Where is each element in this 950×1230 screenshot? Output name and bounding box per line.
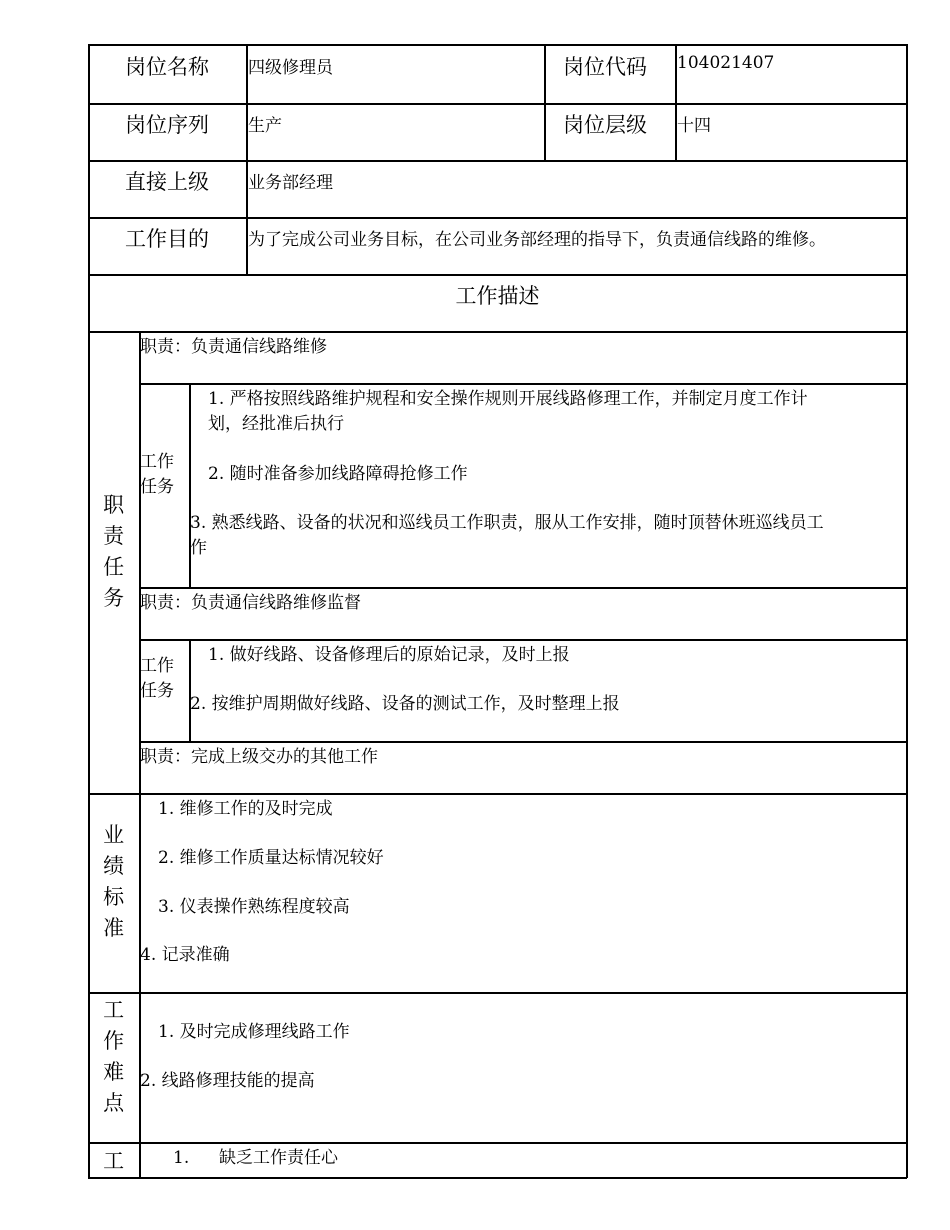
task-label-line: 工作	[140, 656, 174, 676]
row-divider	[88, 217, 907, 219]
duties-section-char: 职	[103, 493, 125, 517]
post-name-label: 岗位名称	[125, 55, 209, 79]
task-label-line: 任务	[140, 681, 174, 701]
duty-title: 职责：完成上级交办的其他工作	[140, 747, 378, 767]
difficulty-label-char: 工	[103, 998, 125, 1022]
task-item: 2. 按维护周期做好线路、设备的测试工作，及时整理上报	[190, 694, 620, 714]
table-border	[88, 44, 907, 46]
task-label-line: 工作	[140, 452, 174, 472]
row-divider	[88, 793, 907, 795]
row-divider	[88, 274, 907, 276]
task-item-line: 划，经批准后执行	[208, 414, 344, 434]
duties-section-label	[101, 490, 126, 614]
difficulty-label-char: 点	[103, 1091, 125, 1115]
purpose-value: 为了完成公司业务目标，在公司业务部经理的指导下，负责通信线路的维修。	[248, 230, 826, 250]
post-code-label: 岗位代码	[563, 55, 647, 79]
post-level-value: 十四	[677, 116, 711, 136]
row-divider	[88, 103, 907, 105]
difficulty-item: 2. 线路修理技能的提高	[140, 1071, 315, 1091]
task-label	[140, 654, 174, 704]
row-divider	[139, 383, 907, 385]
duty-title: 职责：负责通信线路维修监督	[140, 593, 361, 613]
last-row-item-text: 缺乏工作责任心	[219, 1148, 338, 1168]
table-border	[906, 44, 908, 1178]
work-desc-title: 工作描述	[455, 284, 540, 308]
difficulty-label-char: 作	[103, 1029, 125, 1053]
post-seq-value: 生产	[248, 116, 282, 136]
duties-section-char: 任	[103, 555, 125, 579]
last-row-item-number: 1.	[173, 1148, 190, 1168]
performance-label-char: 绩	[103, 854, 125, 878]
performance-label-char: 标	[103, 885, 125, 909]
task-item-line: 3. 熟悉线路、设备的状况和巡线员工作职责，服从工作安排，随时顶替休班巡线员工	[190, 513, 824, 533]
difficulty-item: 1. 及时完成修理线路工作	[158, 1022, 350, 1042]
post-name-value: 四级修理员	[248, 58, 333, 78]
duties-section-char: 责	[103, 524, 125, 548]
col-divider	[544, 44, 546, 161]
task-item: 2. 随时准备参加线路障碍抢修工作	[208, 464, 468, 484]
row-divider	[88, 331, 907, 333]
post-code-value: 104021407	[677, 53, 775, 73]
table-border	[88, 1177, 907, 1179]
duty-title: 职责：负责通信线路维修	[140, 337, 327, 357]
task-item	[190, 511, 905, 561]
table-border	[88, 44, 90, 1178]
task-item	[208, 387, 898, 437]
performance-item: 3. 仪表操作熟练程度较高	[158, 897, 350, 917]
row-divider	[139, 639, 907, 641]
row-divider	[139, 741, 907, 743]
row-divider	[88, 160, 907, 162]
superior-label: 直接上级	[125, 170, 209, 194]
row-divider	[88, 992, 907, 994]
row-divider	[139, 587, 907, 589]
last-row-label: 工	[103, 1149, 125, 1173]
purpose-label: 工作目的	[125, 227, 209, 251]
performance-item: 1. 维修工作的及时完成	[158, 799, 333, 819]
duties-section-char: 务	[103, 586, 125, 610]
post-level-label: 岗位层级	[563, 113, 647, 137]
superior-value: 业务部经理	[248, 173, 333, 193]
performance-label	[101, 820, 126, 944]
task-item-line: 1. 严格按照线路维护规程和安全操作规则开展线路修理工作，并制定月度工作计	[208, 389, 808, 409]
performance-label-char: 业	[103, 823, 125, 847]
task-item: 1. 做好线路、设备修理后的原始记录，及时上报	[208, 645, 570, 665]
task-label	[140, 450, 174, 500]
difficulty-label	[101, 995, 126, 1119]
task-item-line: 作	[190, 538, 207, 558]
performance-item: 4. 记录准确	[140, 945, 230, 965]
post-seq-label: 岗位序列	[125, 113, 209, 137]
col-divider	[189, 639, 191, 742]
difficulty-label-char: 难	[103, 1060, 125, 1084]
row-divider	[88, 1142, 907, 1144]
task-label-line: 任务	[140, 477, 174, 497]
performance-label-char: 准	[103, 916, 125, 940]
performance-item: 2. 维修工作质量达标情况较好	[158, 848, 384, 868]
